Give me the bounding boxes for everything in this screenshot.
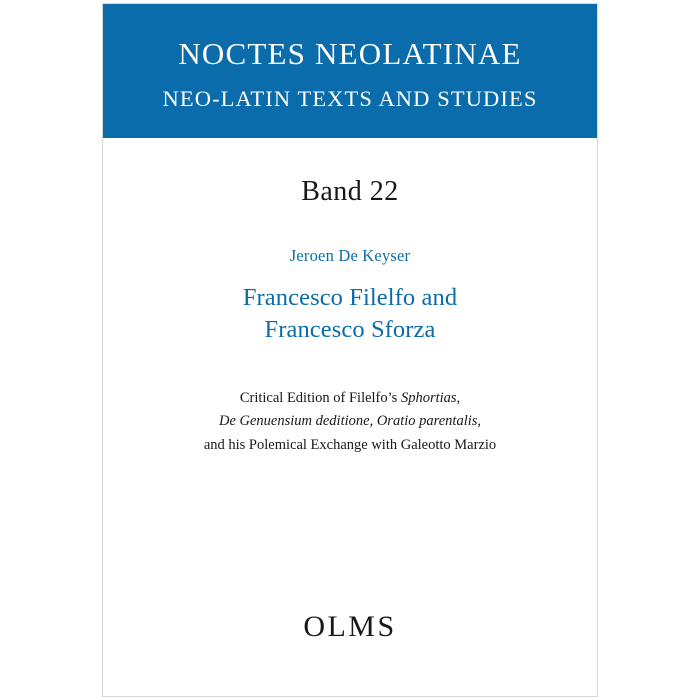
subtitle-line-1-italic: Sphortias [400,389,457,406]
series-band [103,4,597,138]
publisher-logo: OLMS [303,610,397,643]
subtitle-line-2-italic-b: Oratio parentalis [376,413,478,430]
subtitle-line-1-text: Critical Edition of Filelfo’s [239,389,401,406]
book-title-line-2: Francesco Sforza [264,316,436,344]
subtitle-line-2-separator: , [369,413,377,430]
subtitle-line-2-italic-a: De Genuensium deditione [218,413,370,430]
subtitle-line-1-comma: , [456,389,461,406]
author-name: Jeroen De Keyser [289,246,411,265]
subtitle-line-2 [150,410,550,433]
subtitle-line-2-comma: , [477,413,482,430]
book-cover [103,4,597,696]
series-subtitle: NEO-LATIN TEXTS AND STUDIES [162,85,538,111]
subtitle-line-3: and his Polemical Exchange with Galeotto Marzio [203,436,497,453]
cover-body [103,138,597,696]
volume-number: Band 22 [301,176,399,207]
book-title-line-1: Francesco Filelfo and [242,284,458,311]
series-title: NOCTES NEOLATINAE [178,36,522,71]
book-subtitle [150,387,550,457]
book-title [243,282,457,347]
subtitle-line-1 [150,387,550,410]
